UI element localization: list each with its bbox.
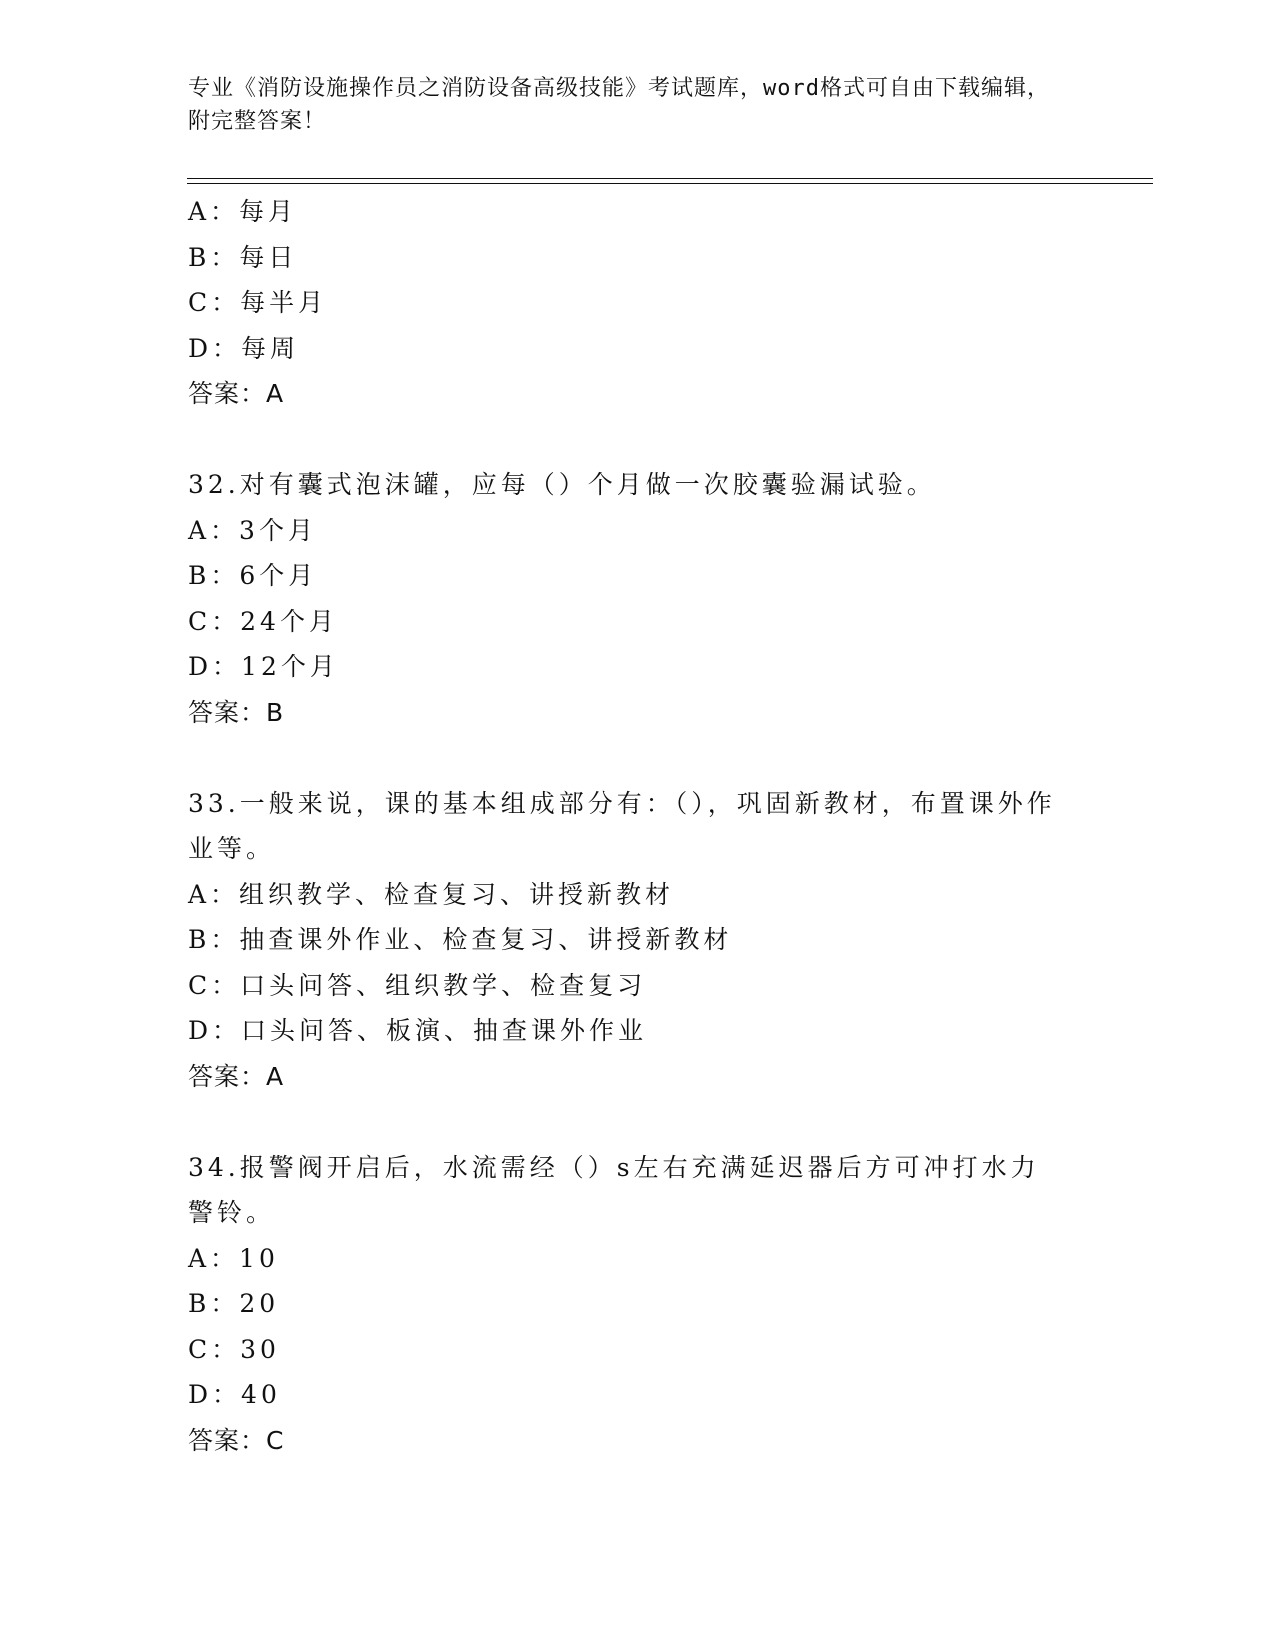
option-a: A：10 [188, 1243, 279, 1273]
spacer [188, 417, 1088, 463]
question-block [188, 1145, 1088, 1464]
option-d: D：每周 [188, 333, 300, 363]
spacer [188, 1099, 1088, 1145]
option-a: A：每月 [188, 197, 298, 226]
question-block [188, 781, 1088, 1100]
answer-line: 答案：A [188, 1061, 285, 1091]
answer-line: 答案：B [188, 697, 285, 727]
option-b: B：抽查课外作业、检查复习、讲授新教材 [188, 925, 733, 954]
option-b: B：每日 [188, 242, 298, 272]
spacer [188, 735, 1088, 781]
document-header: 专业《消防设施操作员之消防设备高级技能》考试题库，word格式可自由下载编辑，附完整答案！ [188, 76, 1050, 134]
option-b: B：6个月 [188, 561, 318, 590]
option-b: B：20 [188, 1289, 280, 1318]
question-list [188, 189, 1088, 1463]
option-d: D：口头问答、板演、抽查课外作业 [188, 1016, 648, 1045]
option-d: D：40 [188, 1380, 281, 1409]
option-a: A：组织教学、检查复习、讲授新教材 [188, 879, 675, 909]
option-c: C：每半月 [188, 288, 328, 317]
option-c: C：30 [188, 1334, 280, 1364]
header-rule-top [187, 178, 1153, 179]
question-block [188, 189, 1088, 417]
question-text: 33.一般来说，课的基本组成部分有：（），巩固新教材，布置课外作业等。 [188, 788, 1056, 863]
question-block [188, 462, 1088, 735]
option-c: C：口头问答、组织教学、检查复习 [188, 970, 647, 1000]
option-c: C：24个月 [188, 606, 338, 636]
option-a: A：3个月 [188, 515, 317, 545]
option-d: D：12个月 [188, 652, 339, 681]
question-text: 34.报警阀开启后，水流需经（）s左右充满延迟器后方可冲打水力警铃。 [188, 1152, 1040, 1227]
answer-line: 答案：C [188, 1425, 285, 1455]
question-text: 32.对有囊式泡沫罐，应每（）个月做一次胶囊验漏试验。 [188, 470, 936, 499]
header-rule-bottom [187, 183, 1153, 184]
answer-line: 答案：A [188, 379, 285, 408]
